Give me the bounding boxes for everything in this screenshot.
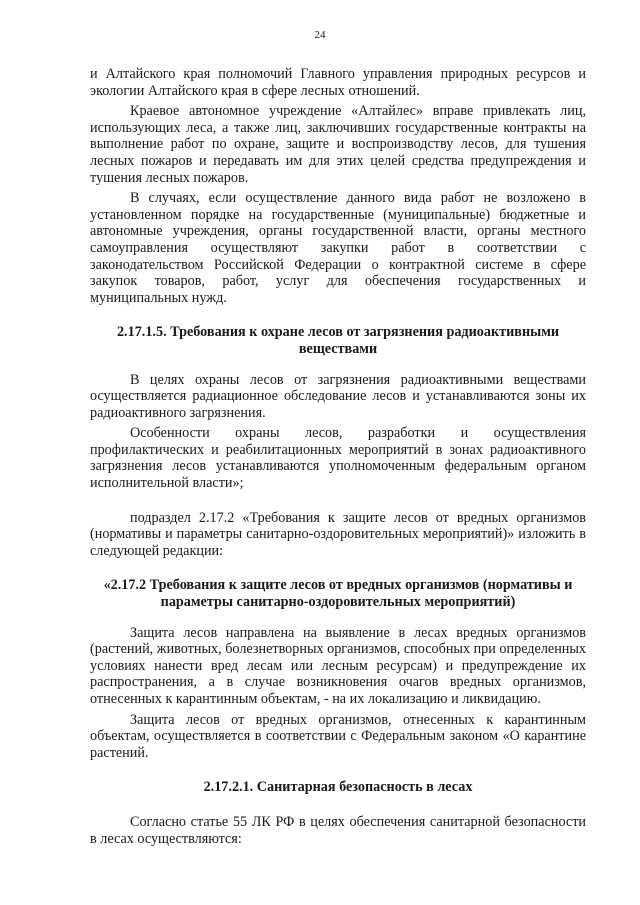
paragraph: подраздел 2.17.2 «Требования к защите лесов от вредных организмов (нормативы и параметры санитарно-оздоровительных мероприятий)» изложить в следующей редакции: xyxy=(90,509,586,559)
paragraph: Защита лесов направлена на выявление в лесах вредных организмов (растений, животных, болезнетворных организмов, способных при определенных условиях нанести вред лесам или лесным ресурсам) и предупреждение их распространения, а в случае возникновения очагов вредных организмов, отнесенных к карантинным объектам, - на их локализацию и ликвидацию. xyxy=(90,624,587,707)
section-heading: «2.17.2 Требования к защите лесов от вредных организмов (нормативы и параметры санитарно-оздоровительных мероприятий) xyxy=(103,577,573,611)
section-heading: 2.17.1.5. Требования к охране лесов от загрязнения радиоактивными веществами xyxy=(116,324,560,357)
paragraph: Краевое автономное учреждение «Алтайлес» вправе привлекать лиц, использующих леса, а также лиц, заключивших государственные контракты на выполнение работ по охране, защите и воспроизводству лесов, для тушения лесных пожаров и передавать им для этих целей средства предупреждения и тушения лесных пожаров. xyxy=(90,103,586,186)
paragraph: Согласно статье 55 ЛК РФ в целях обеспечения санитарной безопасности в лесах осуществляются: xyxy=(90,813,586,847)
paragraph: и Алтайского края полномочий Главного управления природных ресурсов и экологии Алтайского края в сфере лесных отношений. xyxy=(90,66,586,99)
document-body xyxy=(90,66,586,847)
paragraph: Защита лесов от вредных организмов, отнесенных к карантинным объектам, осуществляется в соответствии с Федеральным законом «О карантине растений. xyxy=(90,711,586,761)
paragraph: Особенности охраны лесов, разработки и осуществления профилактических и реабилитационных мероприятий в зонах радиоактивного загрязнения лесов устанавливаются уполномоченным федеральным органом исполнительной власти»; xyxy=(90,425,586,492)
page-number: 24 xyxy=(314,29,326,41)
section-heading: 2.17.2.1. Санитарная безопасность в лесах xyxy=(203,779,473,796)
paragraph: В случаях, если осуществление данного вида работ не возложено в установленном порядке на государственные (муниципальные) бюджетные и автономные учреждения, органы государственной власти, органы местного самоуправления осуществляют закупки работ в соответствии с законодательством Российской Федерации о контрактной системе в сфере закупок товаров, работ, услуг для обеспечения государственных и муниципальных нужд. xyxy=(90,190,586,306)
paragraph: В целях охраны лесов от загрязнения радиоактивными веществами осуществляется радиационное обследование лесов и устанавливаются зоны их радиоактивного загрязнения. xyxy=(90,371,586,421)
